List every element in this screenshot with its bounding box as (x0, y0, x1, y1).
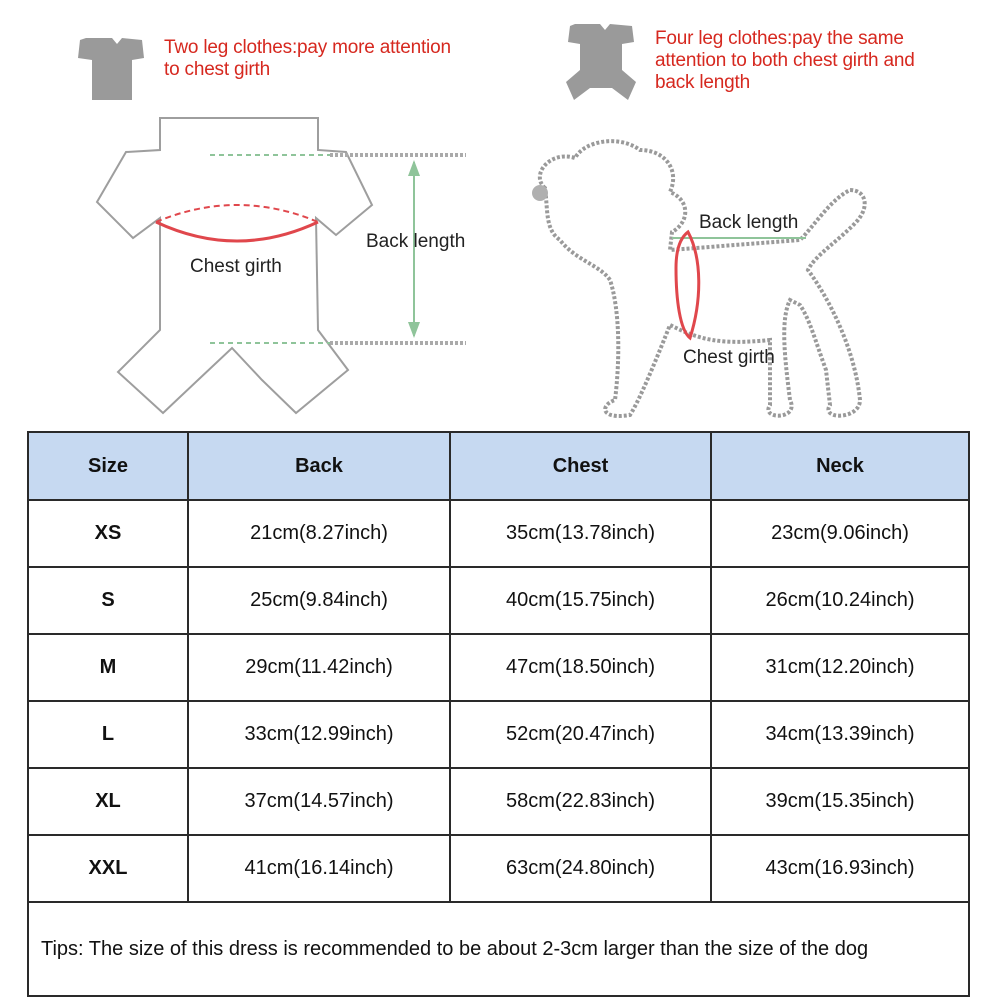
table-row (28, 567, 969, 634)
neck-cell: 43cm(16.93inch) (711, 835, 969, 902)
neck-cell: 26cm(10.24inch) (711, 567, 969, 634)
table-row (28, 500, 969, 567)
size-cell: S (28, 567, 188, 634)
dog-nose-icon (532, 185, 548, 201)
four-leg-note: Four leg clothes:pay the same attention to both chest girth and back length (655, 28, 915, 93)
chest-cell: 63cm(24.80inch) (450, 835, 711, 902)
header-chest: Chest (450, 432, 711, 500)
two-leg-shirt-icon (78, 38, 144, 100)
neck-cell: 34cm(13.39inch) (711, 701, 969, 768)
two-leg-note: Two leg clothes:pay more attention to chest girth (164, 37, 451, 80)
header-neck: Neck (711, 432, 969, 500)
back-cell: 29cm(11.42inch) (188, 634, 450, 701)
tips-row (28, 902, 969, 996)
header-back: Back (188, 432, 450, 500)
size-cell: M (28, 634, 188, 701)
chest-girth-label-left: Chest girth (190, 256, 282, 277)
size-chart-table (27, 431, 970, 997)
neck-cell: 31cm(12.20inch) (711, 634, 969, 701)
chest-cell: 40cm(15.75inch) (450, 567, 711, 634)
size-cell: L (28, 701, 188, 768)
table-row (28, 835, 969, 902)
chest-cell: 47cm(18.50inch) (450, 634, 711, 701)
back-cell: 37cm(14.57inch) (188, 768, 450, 835)
chest-cell: 52cm(20.47inch) (450, 701, 711, 768)
table-row (28, 768, 969, 835)
four-leg-shirt-icon (566, 24, 636, 100)
table-header-row (28, 432, 969, 500)
back-length-label-dog: Back length (699, 212, 799, 233)
chest-girth-label-dog: Chest girth (683, 347, 775, 368)
dog-diagram (540, 141, 865, 416)
chest-cell: 35cm(13.78inch) (450, 500, 711, 567)
neck-cell: 23cm(9.06inch) (711, 500, 969, 567)
table-row (28, 634, 969, 701)
neck-cell: 39cm(15.35inch) (711, 768, 969, 835)
tips-text: Tips: The size of this dress is recommended to be about 2-3cm larger than the size of the dog (28, 902, 969, 996)
size-cell: XXL (28, 835, 188, 902)
chest-cell: 58cm(22.83inch) (450, 768, 711, 835)
back-cell: 41cm(16.14inch) (188, 835, 450, 902)
size-cell: XS (28, 500, 188, 567)
header-size: Size (28, 432, 188, 500)
size-cell: XL (28, 768, 188, 835)
back-cell: 21cm(8.27inch) (188, 500, 450, 567)
back-length-label-left: Back length (366, 231, 466, 252)
table-row (28, 701, 969, 768)
back-cell: 25cm(9.84inch) (188, 567, 450, 634)
back-cell: 33cm(12.99inch) (188, 701, 450, 768)
